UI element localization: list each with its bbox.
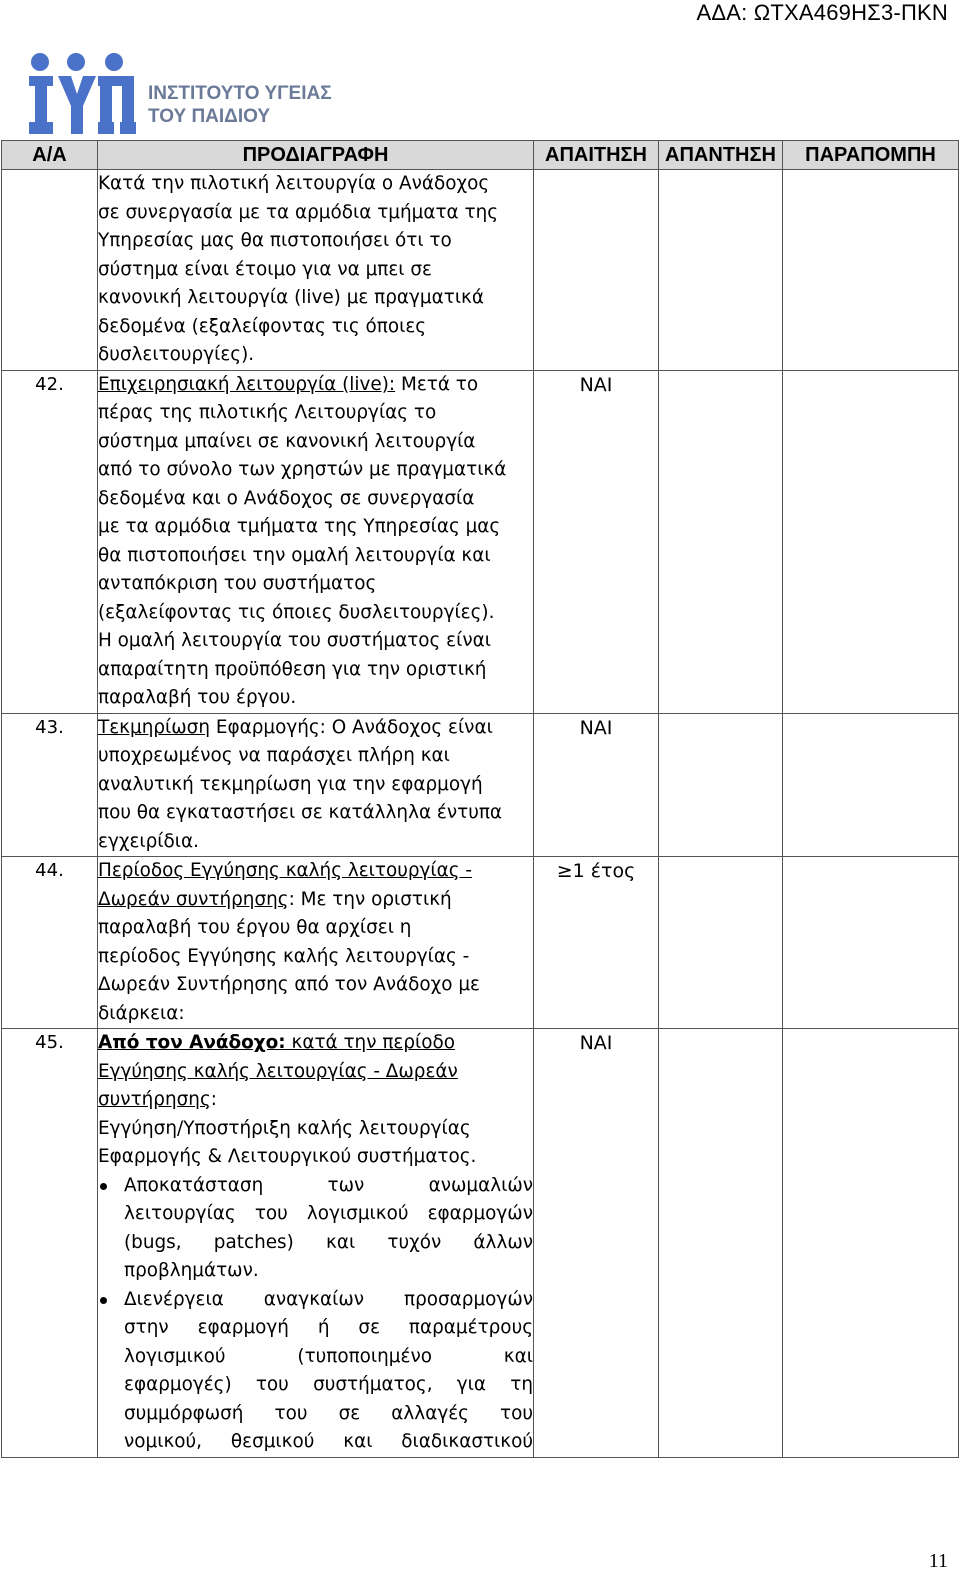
header-answer: ΑΠΑΝΤΗΣΗ bbox=[659, 141, 783, 170]
spec-title: Περίοδος Εγγύησης καλής λειτουργίας - bbox=[98, 860, 473, 881]
spec-line: εφαρμογές) του συστήματος, για τη bbox=[124, 1374, 533, 1395]
spec-line: περίοδος Εγγύησης καλής λειτουργίας - bbox=[98, 945, 470, 967]
requirement-cell: ΝΑΙ bbox=[534, 370, 659, 713]
spec-line bbox=[98, 886, 533, 915]
table-row bbox=[2, 713, 959, 857]
table-row bbox=[2, 170, 959, 371]
reference-cell bbox=[783, 857, 959, 1029]
spec-line: Δωρεάν Συντήρησης από τον Ανάδοχο με bbox=[98, 974, 480, 995]
spec-line: διάρκεια: bbox=[98, 1002, 185, 1024]
spec-line: (εξαλείφοντας τις όποιες δυσλειτουργίες). bbox=[98, 601, 495, 623]
reference-cell bbox=[783, 370, 959, 713]
spec-line: Κατά την πιλοτική λειτουργία ο Ανάδοχος bbox=[98, 173, 490, 194]
table-header-row bbox=[2, 141, 959, 170]
spec-line bbox=[98, 714, 533, 743]
row-number: 42. bbox=[2, 370, 98, 713]
spec-line: λειτουργίας του λογισμικού εφαρμογών bbox=[124, 1203, 533, 1224]
spec-line: εγχειρίδια. bbox=[98, 830, 199, 852]
org-line-1: ΙΝΣΤΙΤΟΥΤΟ ΥΓΕΙΑΣ bbox=[148, 83, 332, 104]
spec-line: πέρας της πιλοτικής Λειτουργίας το bbox=[98, 402, 437, 423]
spec-title: κατά την περίοδο bbox=[285, 1032, 455, 1053]
row-number bbox=[2, 170, 98, 371]
spec-line bbox=[98, 371, 533, 400]
answer-cell bbox=[659, 170, 783, 371]
spec-text: : Με την οριστική bbox=[288, 888, 452, 910]
spec-line: λογισμικού (τυποποιημένο και bbox=[124, 1345, 533, 1367]
spec-line: Εφαρμογής & Λειτουργικού συστήματος. bbox=[98, 1146, 477, 1167]
spec-title: Εγγύησης καλής λειτουργίας - Δωρεάν bbox=[98, 1060, 458, 1082]
spec-title: Τεκμηρίωση bbox=[98, 716, 210, 738]
bullet-list bbox=[98, 1172, 533, 1457]
list-item bbox=[124, 1286, 533, 1457]
spec-line: με τα αρμόδια τμήματα της Υπηρεσίας μας bbox=[98, 516, 501, 537]
spec-line: θα πιστοποιήσει την ομαλή λειτουργία και bbox=[98, 544, 491, 566]
spec-cell bbox=[98, 857, 534, 1029]
spec-line bbox=[98, 1086, 533, 1115]
spec-line: σύστημα μπαίνει σε κανονική λειτουργία bbox=[98, 430, 476, 452]
spec-line: ανταπόκριση του συστήματος bbox=[98, 573, 377, 594]
spec-line: παραλαβή του έργου. bbox=[98, 687, 297, 708]
answer-cell bbox=[659, 1029, 783, 1458]
spec-bold-lead: Από τον Ανάδοχο: bbox=[98, 1032, 286, 1053]
spec-line: σε συνεργασία με τα αρμόδια τμήματα της bbox=[98, 201, 499, 223]
reference-cell bbox=[783, 713, 959, 857]
answer-cell bbox=[659, 713, 783, 857]
list-item bbox=[124, 1172, 533, 1286]
spec-text: : bbox=[210, 1089, 217, 1110]
org-line-2: ΤΟΥ ΠΑΙΔΙΟΥ bbox=[148, 106, 271, 127]
spec-line bbox=[98, 1029, 533, 1058]
spec-line: από το σύνολο των χρηστών με πραγματικά bbox=[98, 459, 507, 480]
spec-line: Διενέργεια αναγκαίων προσαρμογών bbox=[124, 1288, 533, 1310]
spec-line: στην εφαρμογή ή σε παραμέτρους bbox=[124, 1317, 533, 1338]
row-number: 44. bbox=[2, 857, 98, 1029]
specification-table bbox=[1, 140, 959, 1458]
spec-line: (bugs, patches) και τυχόν άλλων bbox=[124, 1231, 533, 1253]
spec-line: απαραίτητη προϋπόθεση για την οριστική bbox=[98, 658, 487, 680]
spec-line: νομικού, θεσμικού και διαδικαστικού bbox=[124, 1431, 533, 1452]
spec-line: δυσλειτουργίες). bbox=[98, 344, 255, 365]
spec-line: παραλαβή του έργου θα αρχίσει η bbox=[98, 917, 412, 938]
table-row bbox=[2, 370, 959, 713]
spec-line: υποχρεωμένος να παράσχει πλήρη και bbox=[98, 745, 450, 766]
spec-line: δεδομένα και ο Ανάδοχος σε συνεργασία bbox=[98, 487, 475, 509]
header-reference: ΠΑΡΑΠΟΜΠΗ bbox=[783, 141, 959, 170]
spec-line: αναλυτική τεκμηρίωση για την εφαρμογή bbox=[98, 773, 483, 795]
institute-logo-icon bbox=[26, 52, 136, 136]
answer-cell bbox=[659, 370, 783, 713]
spec-cell bbox=[98, 1029, 534, 1458]
answer-cell bbox=[659, 857, 783, 1029]
requirement-cell: ≥1 έτος bbox=[534, 857, 659, 1029]
requirement-cell: ΝΑΙ bbox=[534, 713, 659, 857]
reference-cell bbox=[783, 170, 959, 371]
spec-text: Μετά το bbox=[395, 373, 479, 395]
spec-title: Επιχειρησιακή λειτουργία (live): bbox=[98, 373, 396, 395]
spec-line: που θα εγκαταστήσει σε κατάλληλα έντυπα bbox=[98, 802, 503, 823]
table-row bbox=[2, 857, 959, 1029]
spec-line: συμμόρφωσή του σε αλλαγές του bbox=[124, 1402, 533, 1424]
spec-line: Η ομαλή λειτουργία του συστήματος είναι bbox=[98, 630, 491, 651]
spec-text: Εφαρμογής: Ο Ανάδοχος είναι bbox=[209, 716, 493, 738]
header-spec: ΠΡΟΔΙΑΓΡΑΦΗ bbox=[98, 141, 534, 170]
header-requirement: ΑΠΑΙΤΗΣΗ bbox=[534, 141, 659, 170]
row-number: 43. bbox=[2, 713, 98, 857]
ada-code: ΑΔΑ: ΩΤΧΑ469ΗΣ3-ΠΚΝ bbox=[696, 0, 948, 25]
spec-line: Αποκατάσταση των ανωμαλιών bbox=[124, 1174, 533, 1196]
spec-line: κανονική λειτουργία (live) με πραγματικά bbox=[98, 287, 485, 308]
row-number: 45. bbox=[2, 1029, 98, 1458]
spec-line: δεδομένα (εξαλείφοντας τις όποιες bbox=[98, 315, 427, 337]
header-aa: Α/Α bbox=[2, 141, 98, 170]
spec-line: σύστημα είναι έτοιμο για να μπει σε bbox=[98, 258, 432, 280]
spec-cell bbox=[98, 713, 534, 857]
reference-cell bbox=[783, 1029, 959, 1458]
table-row bbox=[2, 1029, 959, 1458]
spec-line: Εγγύηση/Υποστήριξη καλής λειτουργίας bbox=[98, 1117, 471, 1139]
spec-title: Δωρεάν συντήρησης bbox=[98, 888, 289, 910]
spec-cell bbox=[98, 170, 534, 371]
requirement-cell bbox=[534, 170, 659, 371]
spec-line: προβλημάτων. bbox=[124, 1260, 259, 1281]
spec-title: συντήρησης bbox=[98, 1089, 211, 1110]
requirement-cell: ΝΑΙ bbox=[534, 1029, 659, 1458]
organization-name bbox=[148, 82, 332, 128]
spec-cell bbox=[98, 370, 534, 713]
page-number: 11 bbox=[928, 1550, 948, 1572]
spec-line: Υπηρεσίας μας θα πιστοποιήσει ότι το bbox=[98, 230, 452, 251]
